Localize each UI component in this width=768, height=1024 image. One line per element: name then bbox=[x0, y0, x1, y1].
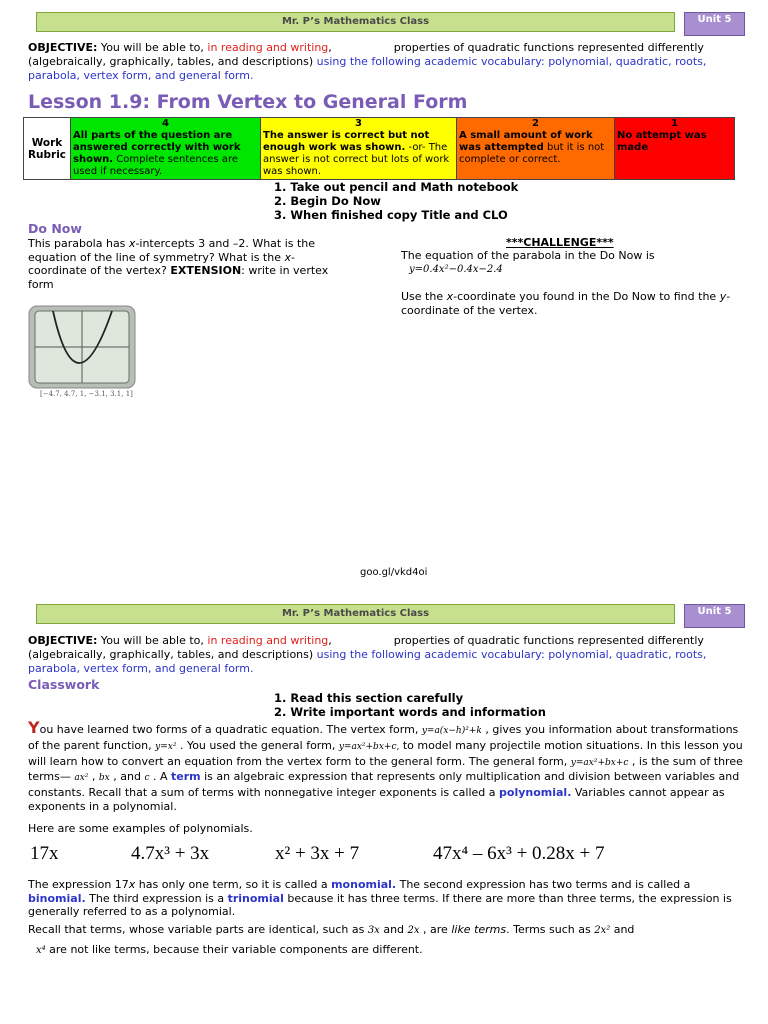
objective-red-text: in reading and writing bbox=[207, 41, 329, 54]
rubric-score: 3 bbox=[355, 118, 362, 129]
classwork-paragraph-3 bbox=[28, 920, 743, 960]
p1-text: ou have learned two forms of a quadratic equation. The vertex form, bbox=[39, 723, 422, 736]
var-x: x bbox=[284, 250, 291, 264]
objective-comma: , bbox=[328, 41, 332, 54]
objective bbox=[28, 41, 743, 83]
example-binomial: 4.7x³ + 3x bbox=[131, 843, 210, 864]
vocab-polynomial: polynomial. bbox=[499, 786, 572, 800]
vertex-form-equation: y=a(x−h)²+k bbox=[421, 726, 482, 736]
step-item: 1. Take out pencil and Math notebook bbox=[274, 180, 519, 194]
challenge-text-a: Use the bbox=[401, 290, 447, 303]
challenge-text-c: -coordinate of the vertex. bbox=[401, 290, 731, 317]
example-monomial: 17x bbox=[30, 843, 59, 864]
classwork-paragraph-1: You have learned two forms of a quadratic equation. The vertex form, y=a(x−h)²+k , gives you information about transformations of the parent function, y=x² . You used the general form, y=ax²+bx+c, to model many projectile motion situations. In this lesson you will learn how to convert an equation from the vertex form to the general form. The general form, y=ax²+bx+c , is the sum of three terms— ax² , bx , and c . A term is an algebraic expression that represents only multiplication and division between variables and constants. Recall that a sum of terms with nonnegative integer exponents is called a polynomial. Variables cannot appear as exponents in a polynomial. bbox=[28, 718, 743, 813]
do-now-steps bbox=[274, 180, 518, 222]
graph-window-caption: [−4.7, 4.7, 1, −3.1, 3.1, 1] bbox=[40, 390, 133, 398]
p1-text: to model many projectile motion situations. In this lesson you will learn how to convert an equation from the vertex form to the general form. The general form, bbox=[28, 738, 743, 768]
rubric-rest: but it is not complete or correct. bbox=[459, 142, 605, 165]
do-now-text-b: -intercepts 3 and –2. What is the equation of the line of symmetry? What is the bbox=[28, 237, 316, 264]
objective-vocab: using the following academic vocabulary: polynomial, quadratic, roots, parabola, vertex form, and general form. bbox=[28, 55, 707, 82]
p3-text: and bbox=[379, 923, 408, 936]
objective-2 bbox=[28, 634, 743, 676]
lesson-title: Lesson 1.9: From Vertex to General Form bbox=[28, 91, 468, 113]
objective-comma: , bbox=[328, 634, 332, 647]
p2-text: has only one term, so it is called a bbox=[135, 878, 332, 891]
step-item: 1. Read this section carefully bbox=[274, 691, 464, 705]
objective-text-2: properties of quadratic functions represented differently (algebraically, graphically, tables, and descriptions) bbox=[28, 41, 704, 68]
objective-label: OBJECTIVE: bbox=[28, 41, 98, 54]
parent-function-equation: y=x² bbox=[155, 741, 177, 752]
classwork-steps bbox=[274, 691, 546, 719]
p3-text: Recall that terms, whose variable parts are identical, such as bbox=[28, 923, 368, 936]
like-term-3x: 3x bbox=[367, 925, 380, 936]
like-terms-label: like terms bbox=[451, 923, 507, 936]
challenge-line-2 bbox=[401, 290, 746, 317]
p1-text: Variables cannot appear as exponents in a polynomial. bbox=[28, 786, 725, 813]
rubric-col-4 bbox=[71, 118, 261, 180]
rubric-label: Work Rubric bbox=[24, 118, 71, 180]
var-x: x bbox=[128, 878, 136, 891]
challenge-line-1: The equation of the parabola in the Do Now is bbox=[401, 249, 655, 262]
unit-badge bbox=[684, 12, 745, 36]
p1-text: , is the sum of three terms— bbox=[28, 754, 743, 784]
step-item: 3. When finished copy Title and CLO bbox=[274, 208, 508, 222]
vocab-term: term bbox=[171, 770, 201, 784]
term-2x2: 2x² bbox=[594, 925, 611, 936]
class-title-banner-2 bbox=[36, 604, 675, 624]
term-c: c bbox=[144, 773, 150, 784]
rubric-rest: -or- The answer is not correct but lots of work was shown. bbox=[263, 142, 450, 177]
objective-vocab: using the following academic vocabulary: polynomial, quadratic, roots, parabola, vertex form, and general form. bbox=[28, 648, 707, 675]
p3-text: , are bbox=[419, 923, 452, 936]
p1-text: , gives you information about transformations of the parent function, bbox=[28, 723, 739, 752]
extension-label: EXTENSION bbox=[170, 264, 242, 277]
classwork-title: Classwork bbox=[28, 677, 100, 692]
term-x4: x⁴ bbox=[36, 945, 46, 956]
do-now-text bbox=[28, 237, 348, 291]
rubric-col-2 bbox=[457, 118, 615, 180]
class-title: Mr. P’s Mathematics Class bbox=[281, 16, 430, 27]
rubric-score: 2 bbox=[532, 118, 539, 129]
parabola-graph-image bbox=[28, 305, 136, 389]
p3-text: and bbox=[610, 923, 635, 936]
unit-label: Unit 5 bbox=[697, 14, 732, 25]
p2-text: The expression 17 bbox=[28, 878, 129, 891]
rubric-bold: A small amount of work was attempted bbox=[459, 130, 593, 153]
objective-red-text: in reading and writing bbox=[207, 634, 329, 647]
work-rubric bbox=[23, 117, 735, 180]
objective-text-2: properties of quadratic functions represented differently (algebraically, graphically, tables, and descriptions) bbox=[28, 634, 704, 661]
rubric-bold: All parts of the question are answered correctly with work shown. bbox=[73, 130, 241, 165]
term-ax2: ax² bbox=[74, 773, 89, 784]
general-form-equation: y=ax²+bx+c bbox=[570, 757, 629, 768]
objective-label: OBJECTIVE: bbox=[28, 634, 98, 647]
short-link[interactable]: goo.gl/vkd4oi bbox=[360, 567, 428, 578]
unit-label-2: Unit 5 bbox=[697, 606, 732, 617]
p2-text: The second expression has two terms and is called a bbox=[396, 878, 691, 891]
vocab-monomial: monomial. bbox=[331, 878, 397, 891]
objective-text: You will be able to, bbox=[97, 634, 208, 647]
drop-cap: Y bbox=[28, 718, 40, 737]
p1-text: is an algebraic expression that represents only multiplication and division between variables and constants. Recall that a sum of terms with nonnegative integer exponents is called a bbox=[28, 770, 740, 800]
examples-intro: Here are some examples of polynomials. bbox=[28, 822, 253, 835]
p1-text: . A bbox=[149, 770, 172, 784]
step-item: 2. Begin Do Now bbox=[274, 194, 381, 208]
p3-text: . Terms such as bbox=[506, 923, 595, 936]
p3-text: are not like terms, because their variable components are different. bbox=[45, 943, 423, 956]
challenge-title: ***CHALLENGE*** bbox=[506, 236, 614, 249]
example-trinomial: x² + 3x + 7 bbox=[275, 843, 360, 864]
p2-text: The third expression is a bbox=[85, 891, 228, 905]
classwork-paragraph-2 bbox=[28, 878, 743, 919]
step-item: 2. Write important words and information bbox=[274, 705, 546, 719]
do-now-text-c: -coordinate of the vertex? bbox=[28, 250, 295, 277]
rubric-score: 1 bbox=[671, 118, 678, 129]
rubric-col-1 bbox=[615, 118, 735, 180]
rubric-bold: The answer is correct but not enough work was shown. bbox=[263, 130, 430, 153]
general-form-equation: y=ax²+bx+c, bbox=[338, 741, 400, 752]
term-bx: bx bbox=[98, 773, 110, 784]
var-x: x bbox=[128, 237, 136, 250]
objective-text: You will be able to, bbox=[97, 41, 208, 54]
like-term-2x: 2x bbox=[407, 925, 420, 936]
unit-badge-2 bbox=[684, 604, 745, 628]
challenge-equation: y=0.4x²−0.4x−2.4 bbox=[409, 264, 503, 275]
p1-text: . You used the general form, bbox=[176, 738, 339, 752]
challenge-text-b: -coordinate you found in the Do Now to find the bbox=[453, 290, 720, 303]
p2-text: because it has three terms. If there are more than three terms, the expression is generally referred to as a polynomial. bbox=[28, 891, 732, 918]
var-y: y bbox=[719, 290, 727, 303]
vocab-trinomial: trinomial bbox=[227, 891, 284, 905]
class-title-2: Mr. P’s Mathematics Class bbox=[281, 608, 430, 619]
rubric-score: 4 bbox=[162, 118, 169, 129]
p1-text: , and bbox=[109, 770, 145, 784]
class-title-banner bbox=[36, 12, 675, 32]
vocab-binomial: binomial. bbox=[28, 891, 86, 905]
rubric-bold: No attempt was made bbox=[617, 130, 707, 153]
do-now-text-d: : write in vertex form bbox=[28, 264, 329, 291]
var-x: x bbox=[446, 290, 454, 303]
rubric-rest: Complete sentences are used if necessary. bbox=[73, 154, 238, 177]
rubric-col-3 bbox=[261, 118, 457, 180]
do-now-title: Do Now bbox=[28, 221, 82, 236]
do-now-text-a: This parabola has bbox=[28, 237, 129, 250]
example-polynomial: 47x⁴ – 6x³ + 0.28x + 7 bbox=[433, 843, 605, 864]
